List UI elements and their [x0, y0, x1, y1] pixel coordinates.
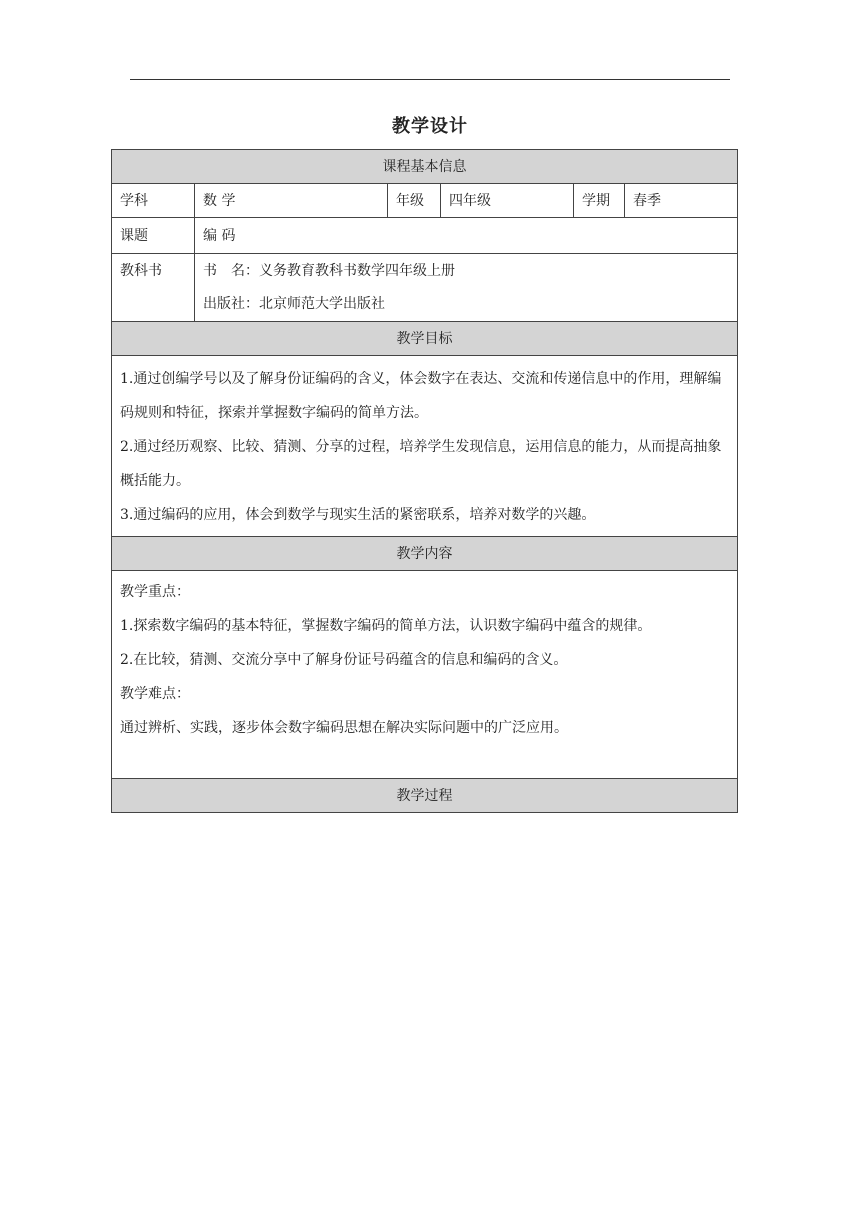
objectives-header: 教学目标	[112, 322, 738, 356]
key-point-item: 2.在比较，猜测、交流分享中了解身份证号码蕴含的信息和编码的含义。	[120, 652, 568, 668]
process-header-row	[112, 779, 738, 813]
objective-item: 2.通过经历观察、比较、猜测、分享的过程，培养学生发现信息，运用信息的能力，从而提高抽象概括能力。	[120, 439, 722, 489]
subject-label: 学科	[112, 184, 195, 218]
header-rule	[130, 79, 730, 80]
publisher: 出版社：北京师范大学出版社	[203, 295, 385, 312]
objectives-header-row	[112, 322, 738, 356]
basic-info-header-row	[112, 150, 738, 184]
key-point-item: 1.探索数字编码的基本特征，掌握数字编码的简单方法，认识数字编码中蕴含的规律。	[120, 618, 652, 634]
process-header: 教学过程	[112, 779, 738, 813]
textbook-label: 教科书	[112, 254, 195, 322]
content-header-row	[112, 537, 738, 571]
subject-grade-term-row	[112, 184, 738, 218]
key-points-label: 教学重点：	[120, 584, 190, 600]
grade-value: 四年级	[441, 184, 574, 218]
grade-label: 年级	[388, 184, 441, 218]
content-body	[112, 571, 738, 779]
content-row	[112, 571, 738, 779]
objective-item: 1.通过创编学号以及了解身份证编码的含义，体会数字在表达、交流和传递信息中的作用，理解编码规则和特征，探索并掌握数字编码的简单方法。	[120, 371, 722, 421]
topic-row	[112, 218, 738, 254]
book-name: 书 名：义务教育教科书数学四年级上册	[203, 262, 455, 279]
topic-value: 编 码	[195, 218, 738, 254]
term-value: 春季	[625, 184, 738, 218]
term-label: 学期	[574, 184, 625, 218]
content-header: 教学内容	[112, 537, 738, 571]
textbook-info	[195, 254, 738, 322]
topic-label: 课题	[112, 218, 195, 254]
objectives-row	[112, 356, 738, 537]
difficulty-label: 教学难点：	[120, 686, 190, 702]
difficulty-text: 通过辨析、实践，逐步体会数字编码思想在解决实际问题中的广泛应用。	[120, 720, 568, 736]
lesson-plan-table	[111, 149, 738, 813]
subject-value: 数 学	[195, 184, 388, 218]
objective-item: 3.通过编码的应用，体会到数学与现实生活的紧密联系，培养对数学的兴趣。	[120, 507, 596, 523]
objectives-list	[112, 356, 738, 537]
document-title: 教学设计	[392, 116, 468, 137]
basic-info-header: 课程基本信息	[112, 150, 738, 184]
textbook-row	[112, 254, 738, 322]
